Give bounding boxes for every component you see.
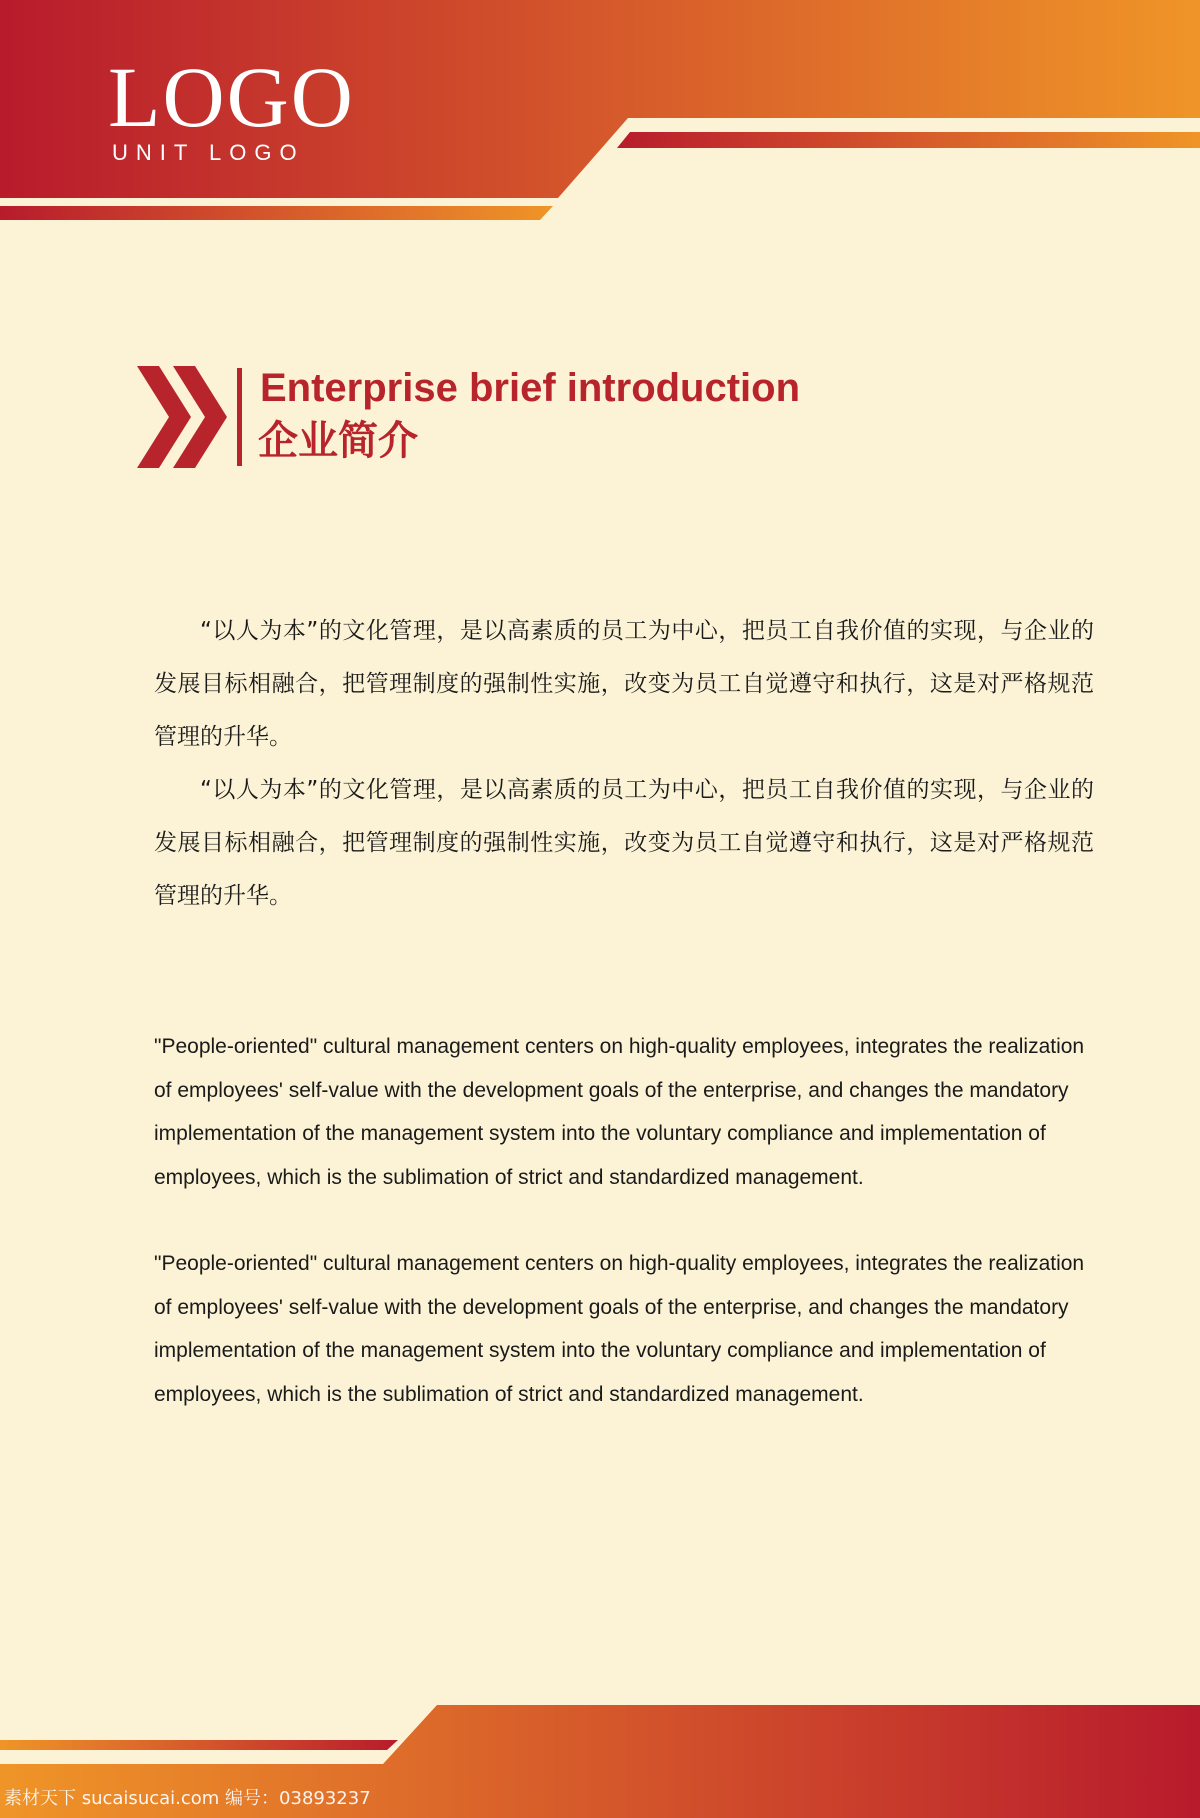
title-divider — [237, 368, 242, 466]
unit-logo — [108, 49, 355, 166]
title-english: Enterprise brief introduction — [260, 366, 801, 410]
double-chevron-right-icon — [137, 366, 229, 468]
logo-subtitle: UNIT LOGO — [112, 140, 305, 165]
paragraph-cn-1: “以人为本”的文化管理，是以高素质的员工为中心，把员工自我价值的实现，与企业的发展目标相融合，把管理制度的强制性实施，改变为员工自觉遵守和执行，这是对严格规范管理的升华。 — [154, 618, 1094, 750]
logo-wordmark: LOGO — [108, 49, 355, 145]
paragraph-en-2: "People-oriented" cultural management centers on high-quality employees, integrates the realization of employees' self-value with the development goals of the enterprise, and changes the mandatory implementation of the management system into the voluntary compliance and implementation of employees, which is the sublimation of strict and standardized management. — [154, 1252, 1085, 1406]
title-chinese: 企业简介 — [258, 418, 418, 464]
paragraph-en-1: "People-oriented" cultural management centers on high-quality employees, integrates the realization of employees' self-value with the development goals of the enterprise, and changes the mandatory implementation of the management system into the voluntary compliance and implementation of employees, which is the sublimation of strict and standardized management. — [154, 1035, 1085, 1189]
body-english — [154, 1025, 1094, 1459]
body-chinese — [154, 605, 1094, 923]
section-heading — [137, 364, 937, 470]
watermark-text: 素材天下 sucaisucai.com 编号：03893237 — [4, 1788, 371, 1809]
paragraph-cn-2: “以人为本”的文化管理，是以高素质的员工为中心，把员工自我价值的实现，与企业的发展目标相融合，把管理制度的强制性实施，改变为员工自觉遵守和执行，这是对严格规范管理的升华。 — [154, 777, 1094, 909]
